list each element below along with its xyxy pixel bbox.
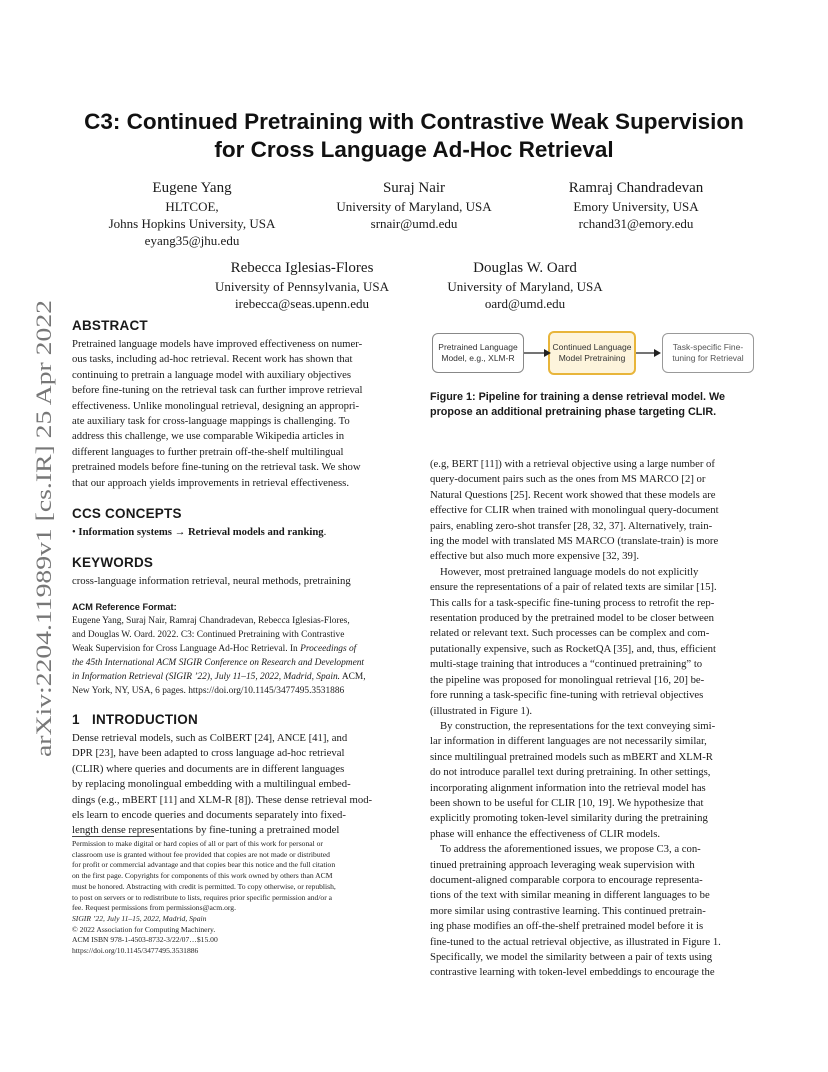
paragraph-line: ing phase modifies an off-the-shelf pretrained model before it is — [430, 920, 704, 933]
footnote-copyright: © 2022 Association for Computing Machinery. — [72, 924, 216, 934]
paragraph-line: resentation produced by the pretrained model to be closer between — [430, 612, 715, 625]
acm-reference-italic: in Information Retrieval (SIGIR ’22), July 11–15, 2022, Madrid, Spain. — [72, 671, 341, 682]
intro-line: by replacing monolingual embedding with a multilingual embed- — [72, 778, 351, 791]
arrow-head — [544, 349, 551, 357]
abstract-line: address this challenge, we use comparable Wikipedia articles in — [72, 430, 345, 443]
author-email: eyang35@jhu.edu — [144, 233, 240, 248]
footnote-isbn: ACM ISBN 978-1-4503-8732-3/22/07…$15.00 — [72, 935, 218, 945]
paragraph-line: effective for CLIR when trained with monolingual query-document — [430, 504, 719, 517]
author-affiliation: Johns Hopkins University, USA — [108, 216, 276, 231]
paragraph-line: incorporating alignment information into the retrieval model has — [430, 781, 706, 794]
figure-caption-line: propose an additional pretraining phase targeting CLIR. — [430, 406, 717, 418]
ccs-concepts — [72, 525, 399, 540]
figure-caption-line: Figure 1: Pipeline for training a dense retrieval model. We — [430, 391, 725, 403]
paragraph-line: since multilingual pretrained models such as mBERT and XLM-R — [430, 750, 713, 763]
intro-heading — [72, 712, 399, 727]
abstract-line: ous tasks, including ad-hoc retrieval. Recent work has shown that — [72, 353, 353, 366]
footnote-line: classroom use is granted without fee provided that copies are not made or distributed — [72, 849, 330, 859]
footnote-block — [72, 839, 399, 957]
arrow-head — [654, 349, 661, 357]
author-name: Eugene Yang — [152, 180, 232, 196]
figure-box-pretrained-model — [432, 333, 524, 373]
paragraph-line: (e.g, BERT [11]) with a retrieval objective using a large number of — [430, 458, 715, 470]
figure-box-line: Pretrained Language — [438, 342, 518, 352]
figure-box-line: Continued Language — [552, 342, 632, 352]
acm-reference-line — [72, 670, 399, 684]
acm-reference-line — [72, 656, 399, 670]
acm-reference-line: New York, NY, USA, 6 pages. https://doi.org/10.1145/3477495.3531886 — [72, 685, 345, 696]
author-block-2 — [314, 179, 514, 232]
figure-box-text — [438, 342, 517, 364]
figure-caption — [430, 390, 757, 420]
title-line-2: for Cross Language Ad-Hoc Retrieval — [214, 137, 614, 162]
author-affiliation: Emory University, USA — [573, 199, 699, 214]
paragraph — [430, 719, 757, 842]
footnote-venue: SIGIR ’22, July 11–15, 2022, Madrid, Spain — [72, 913, 207, 923]
title-line-1: C3: Continued Pretraining with Contrastive Weak Supervision — [84, 109, 744, 134]
intro-line: dings (e.g., mBERT [11] and XLM-R [8]). These dense retrieval mod- — [72, 793, 373, 806]
acm-reference-text: ACM, — [341, 671, 366, 682]
paragraph-line: multi-stage training that introduces a “continued pretraining” to — [430, 658, 703, 671]
footnote-line: on the first page. Copyrights for components of this work owned by others than ACM — [72, 871, 333, 881]
arxiv-stamp-text: arXiv:2204.11989v1 [cs.IR] 25 Apr 2022 — [31, 385, 56, 757]
acm-reference-heading: ACM Reference Format: — [72, 601, 177, 612]
section-number: 1 — [72, 711, 80, 727]
paragraph-line: However, most pretrained language models do not explicitly — [440, 565, 699, 578]
author-block-4 — [202, 259, 402, 312]
footnote-line: Permission to make digital or hard copies of all or part of this work for personal or — [72, 839, 323, 848]
paragraph-line: By construction, the representations for the text conveying simi- — [440, 719, 716, 732]
author-name: Rebecca Iglesias-Flores — [230, 260, 374, 276]
arxiv-stamp — [21, 300, 61, 760]
paragraph-line: pairs, enabling zero-shot transfer [28, 32, 37]. Alternatively, train- — [430, 519, 713, 532]
acm-reference — [72, 600, 399, 698]
abstract-line: effectiveness. Unlike monolingual retrieval, designing an appropri- — [72, 399, 360, 412]
paragraph-line: contrastive learning with token-level embeddings to encourage the — [430, 966, 715, 979]
paragraph-line: query-document pairs such as the ones from MS MARCO [2] or — [430, 473, 706, 486]
right-column-body — [430, 457, 757, 981]
ccs-item-2: Retrieval models and ranking — [187, 526, 324, 539]
author-affiliation: University of Pennsylvania, USA — [214, 279, 390, 294]
acm-reference-italic: the 45th International ACM SIGIR Conference on Research and Development — [72, 657, 365, 668]
paragraph-line: tinued pretraining approach leveraging weak supervision with — [430, 858, 695, 871]
keywords-heading: KEYWORDS — [72, 555, 154, 571]
abstract-line: continuing to pretrain a language model with auxiliary objectives — [72, 368, 351, 381]
footnote-doi: https://doi.org/10.1145/3477495.3531886 — [72, 946, 199, 956]
author-affiliation: HLTCOE, — [165, 199, 219, 214]
ccs-arrow: → — [174, 526, 186, 539]
keywords-text: cross-language information retrieval, neural methods, pretraining — [72, 575, 351, 588]
abstract-line: Pretrained language models have improved effectiveness on numer- — [72, 338, 363, 350]
paragraph-line: fine-tuned to the actual retrieval objective, as illustrated in Figure 1. — [430, 935, 721, 948]
paragraph — [430, 565, 757, 719]
ccs-end: . — [323, 526, 327, 539]
paragraph-line: ing the model with translated MS MARCO (translate-train) is more — [430, 535, 719, 548]
paragraph-line: (illustrated in Figure 1). — [430, 704, 533, 717]
paragraph-line: been shown to be useful for CLIR [10, 19]. We hypothesize that — [430, 796, 704, 809]
intro-line: length dense representations by fine-tuning a pretrained model — [72, 824, 340, 837]
intro-body — [72, 731, 399, 839]
abstract-line: ate auxiliary task for cross-language mappings is challenging. To — [72, 415, 350, 428]
paragraph-line: tions of the text with similar meaning in different languages to be — [430, 889, 710, 902]
paragraph-line: more similar using contrastive learning. This continued pretrain- — [430, 904, 706, 917]
intro-line: (CLIR) where queries and documents are in different languages — [72, 762, 345, 775]
author-block-3 — [536, 179, 736, 232]
figure-box-fine-tuning — [662, 333, 754, 373]
author-block-1 — [92, 179, 292, 249]
paragraph-line: effective but also much more expensive [32, 39]. — [430, 550, 640, 563]
intro-line: DPR [23], have been adapted to cross language ad-hoc retrieval — [72, 747, 345, 760]
paragraph-line: putationally expensive, such as RocketQA [35], and, thus, efficient — [430, 642, 716, 655]
paragraph-line: This calls for a task-specific fine-tuning process to retrofit the rep- — [430, 596, 715, 609]
paragraph-line: lar information in different languages are not necessarily similar, — [430, 735, 707, 748]
author-email: srnair@umd.edu — [370, 216, 458, 231]
figure-box-line: Task-specific Fine- — [672, 342, 744, 352]
abstract-heading: ABSTRACT — [72, 318, 148, 333]
abstract-line: different languages to further pretrain off-the-shelf multilingual — [72, 445, 344, 458]
footnote-line: must be honored. Abstracting with credit is permitted. To copy otherwise, or republish, — [72, 881, 336, 891]
intro-line: els learn to encode queries and documents separately into fixed- — [72, 808, 346, 821]
author-affiliation: University of Maryland, USA — [447, 279, 603, 294]
author-email: oard@umd.edu — [484, 296, 566, 311]
footnote-line: for profit or commercial advantage and that copies bear this notice and the full citation — [72, 860, 336, 870]
abstract-body — [72, 337, 399, 491]
abstract-line: that our approach yields improvements in retrieval effectiveness. — [72, 476, 349, 489]
abstract-line: before fine-tuning on the retrieval task can further improve retrieval — [72, 384, 363, 397]
figure-box-line: tuning for Retrieval — [672, 353, 744, 363]
paragraph-line: the pipeline was proposed for monolingual retrieval [16, 20] be- — [430, 673, 705, 686]
paragraph-line: fore running a task-specific fine-tuning with retrieval objectives — [430, 689, 704, 702]
acm-reference-line: and Douglas W. Oard. 2022. C3: Continued Pretraining with Contrastive — [72, 629, 345, 640]
paragraph-line: Natural Questions [25]. Recent work showed that these models are — [430, 488, 716, 501]
ccs-bullet: • — [72, 526, 76, 539]
paragraph — [430, 842, 757, 981]
figure-box-line: Model, e.g., XLM-R — [441, 353, 515, 363]
abstract-line: pretrained models before fine-tuning on the retrieval task. We show — [72, 461, 361, 474]
ccs-item-1: Information systems — [78, 526, 172, 539]
paragraph-line: related or relevant text. Such processes can be complex and com- — [430, 627, 710, 640]
figure-box-text — [672, 342, 743, 364]
figure-arrows — [520, 340, 670, 370]
paragraph-line: Specifically, we model the similarity between a pair of texts using — [430, 951, 713, 963]
author-name: Suraj Nair — [382, 180, 446, 196]
intro-line: Dense retrieval models, such as ColBERT [24], ANCE [41], and — [72, 731, 348, 744]
author-name: Ramraj Chandradevan — [568, 180, 704, 196]
paper-title — [60, 108, 768, 164]
author-email: rchand31@emory.edu — [578, 216, 694, 231]
author-affiliation: University of Maryland, USA — [336, 199, 492, 214]
paragraph-line: ensure the representations of a pair of related texts are similar [15]. — [430, 581, 717, 594]
acm-reference-italic: Proceedings of — [300, 643, 357, 654]
acm-reference-line: Eugene Yang, Suraj Nair, Ramraj Chandradevan, Rebecca Iglesias-Flores, — [72, 615, 350, 626]
author-name: Douglas W. Oard — [473, 260, 577, 276]
section-title: INTRODUCTION — [92, 711, 198, 727]
footnote-line: fee. Request permissions from permissions@acm.org. — [72, 903, 236, 913]
paragraph — [430, 457, 757, 565]
paragraph-line: do not introduce parallel text during pretraining. In other settings, — [430, 766, 711, 779]
paragraph-line: explicitly promoting token-level similarity during the pretraining — [430, 812, 708, 825]
author-block-5 — [425, 259, 625, 312]
figure-box-line: Model Pretraining — [558, 353, 626, 363]
paragraph-line: To address the aforementioned issues, we propose C3, a con- — [440, 843, 701, 856]
paragraph-line: phase will enhance the effectiveness of CLIR models. — [430, 827, 661, 840]
acm-reference-text: Weak Supervision for Cross Language Ad-Hoc Retrieval. In — [72, 643, 298, 654]
paragraph-line: document-aligned comparable corpora to encourage representa- — [430, 873, 703, 886]
acm-reference-line — [72, 642, 399, 656]
author-email: irebecca@seas.upenn.edu — [235, 296, 369, 311]
left-column — [72, 318, 399, 839]
footnote-line: to post on servers or to redistribute to lists, requires prior specific permission and/or a — [72, 892, 333, 902]
footnote-rule — [72, 836, 154, 837]
ccs-heading: CCS CONCEPTS — [72, 506, 182, 522]
